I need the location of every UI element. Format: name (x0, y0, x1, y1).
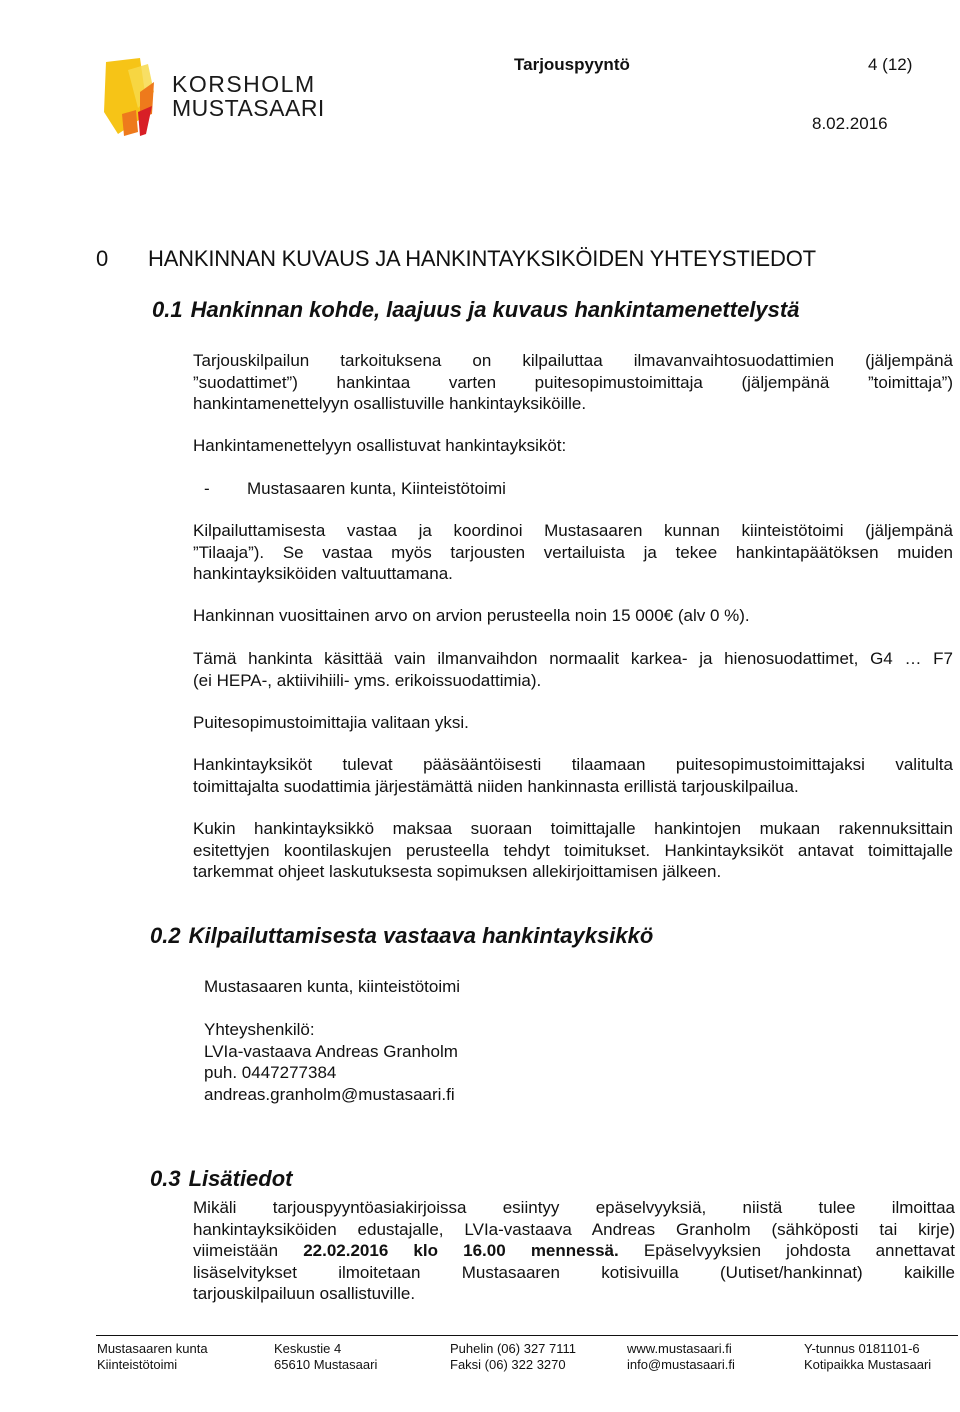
text-line: tarkemmat ohjeet laskutuksesta sopimuksen allekirjoittamisen jälkeen. (193, 862, 722, 881)
footer-text: Puhelin (06) 327 7111 (450, 1341, 577, 1356)
paragraph-purpose (193, 350, 953, 415)
footer-website-link[interactable]: www.mustasaari.fi (627, 1341, 732, 1356)
section-0-heading (96, 246, 816, 272)
footer-text: Faksi (06) 322 3270 (450, 1356, 566, 1372)
section-0-3-heading (150, 1166, 293, 1192)
text-line: hankintayksiköiden edustajalle, LVIa-vastaava Andreas Granholm (sähköposti tai kirje) (193, 1219, 955, 1239)
deadline-date: 22.02.2016 klo 16.00 mennessä. (303, 1241, 619, 1260)
text-line: hankintayksiköiden valtuuttamana. (193, 564, 453, 583)
footer-email-link[interactable]: info@mustasaari.fi (627, 1356, 735, 1372)
text-line: toimittajalta suodattimia järjestämättä niiden hankinnasta erillistä tarjouskilpailua. (193, 776, 799, 796)
section-number: 0.2 (150, 923, 181, 948)
paragraph-participants-intro: Hankintamenettelyyn osallistuvat hankintayksiköt: (193, 436, 567, 455)
contact-label: Yhteyshenkilö: (204, 1020, 315, 1039)
contact-phone: puh. 0447277384 (204, 1063, 337, 1082)
footer-text: Kotipaikka Mustasaari (804, 1356, 932, 1372)
municipality-logo (100, 52, 340, 142)
paragraph-invoicing (193, 818, 953, 883)
text-line: ”suodattimet”) hankintaa varten puitesopimustoimittaja (jäljempänä ”toimittaja”) (193, 372, 953, 392)
logo-line-2: MUSTASAARI (172, 95, 325, 121)
section-title: HANKINNAN KUVAUS JA HANKINTAYKSIKÖIDEN YHTEYSTIEDOT (148, 246, 816, 271)
footer-divider (96, 1335, 958, 1336)
section-number: 0.1 (152, 297, 183, 322)
text-line-deadline (193, 1240, 955, 1262)
footer-web (627, 1341, 735, 1372)
paragraph-suppliers: Puitesopimustoimittajia valitaan yksi. (193, 713, 469, 732)
footer-text: Keskustie 4 (274, 1341, 342, 1356)
bullet-dash: - (204, 479, 210, 498)
section-title: Lisätiedot (188, 1166, 293, 1191)
footer-text: Y-tunnus 0181101-6 (804, 1341, 920, 1356)
section-title: Hankinnan kohde, laajuus ja kuvaus hankintamenettelystä (190, 297, 800, 322)
text-line: Hankintayksiköt tulevat pääsääntöisesti tilaamaan puitesopimustoimittajaksi valitulta (193, 755, 953, 774)
contact-email: andreas.granholm@mustasaari.fi (204, 1084, 455, 1104)
text-line: tarjouskilpailuun osallistuville. (193, 1284, 416, 1303)
footer-phone (450, 1341, 576, 1372)
contact-block (204, 1019, 458, 1105)
bullet-text: Mustasaaren kunta, Kiinteistötoimi (247, 479, 506, 498)
logo-wordmark (172, 72, 325, 120)
paragraph-value: Hankinnan vuosittainen arvo on arvion perusteella noin 15 000€ (alv 0 %). (193, 606, 750, 625)
page-number: 4 (12) (868, 55, 913, 74)
contact-name: LVIa-vastaava Andreas Granholm (204, 1041, 458, 1061)
logo-emblem-icon (100, 52, 170, 142)
footer-business-id (804, 1341, 931, 1372)
section-0-1-heading (152, 297, 799, 323)
text-line: Tämä hankinta käsittää vain ilmanvaihdon normaalit karkea- ja hienosuodattimet, G4 … F7 (193, 649, 953, 668)
deadline-post: Epäselvyyksien johdosta annettavat (643, 1241, 955, 1260)
deadline-pre: viimeistään (193, 1241, 279, 1260)
section-0-2-heading (150, 923, 653, 949)
text-line: (ei HEPA-, aktiivihiili- yms. erikoissuodattimia). (193, 670, 542, 690)
document-date: 8.02.2016 (812, 114, 888, 133)
paragraph-ordering (193, 754, 953, 797)
section-title: Kilpailuttamisesta vastaava hankintayksikkö (188, 923, 654, 948)
paragraph-scope (193, 648, 953, 691)
paragraph-additional-info (193, 1197, 955, 1305)
contracting-unit: Mustasaaren kunta, kiinteistötoimi (204, 977, 461, 996)
text-line: Tarjouskilpailun tarkoituksena on kilpailuttaa ilmavanvaihtosuodattimien (jäljempänä (193, 351, 953, 370)
text-line: hankintamenettelyyn osallistuville hankintayksiköille. (193, 394, 587, 413)
paragraph-coordination (193, 520, 953, 585)
footer-text: 65610 Mustasaari (274, 1356, 378, 1372)
text-line: lisäselvitykset ilmoitetaan Mustasaaren kotisivuilla (Uutiset/hankinnat) kaikille (193, 1262, 955, 1282)
document-type: Tarjouspyyntö (514, 55, 630, 74)
section-number: 0.3 (150, 1166, 181, 1191)
text-line: Mikäli tarjouspyyntöasiakirjoissa esiintyy epäselvyyksiä, niistä tulee ilmoittaa (193, 1198, 955, 1217)
bullet-list-item (204, 478, 506, 500)
footer-organization (97, 1341, 208, 1372)
text-line: esitettyjen koontilaskujen perusteella tehdyt toimitukset. Hankintayksiköt antavat toimittajalle (193, 840, 953, 860)
text-line: Kukin hankintayksikkö maksaa suoraan toimittajalle hankintojen mukaan rakennuksittain (193, 819, 953, 838)
footer-address (274, 1341, 377, 1372)
section-number: 0 (96, 246, 109, 271)
text-line: ”Tilaaja”). Se vastaa myös tarjousten vertailuista ja tekee hankintapäätöksen muiden (193, 542, 953, 562)
logo-line-1: KORSHOLM (172, 71, 316, 97)
footer-text: Kiinteistötoimi (97, 1356, 178, 1372)
footer-text: Mustasaaren kunta (97, 1341, 208, 1356)
text-line: Kilpailuttamisesta vastaa ja koordinoi Mustasaaren kunnan kiinteistötoimi (jäljempänä (193, 521, 953, 540)
